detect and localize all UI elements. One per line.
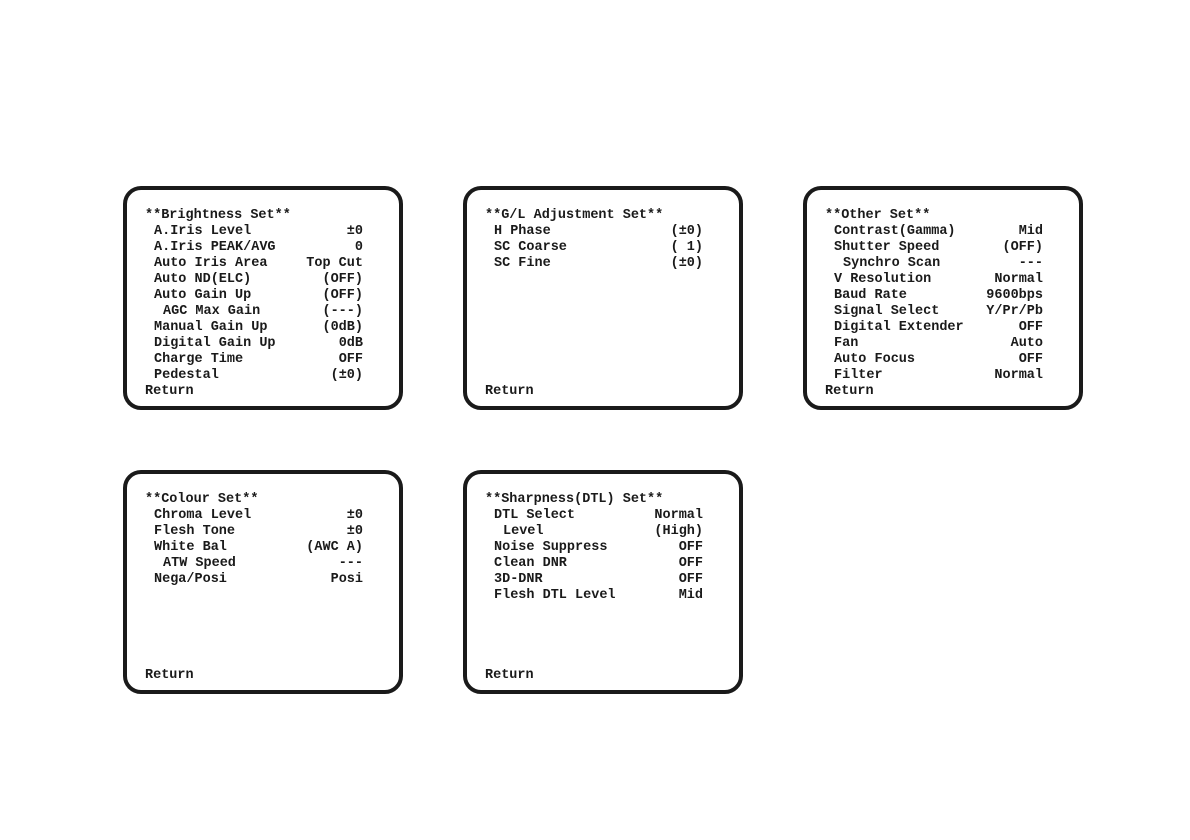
menu-item-auto-gain-up[interactable] [145,288,363,304]
item-label: Digital Extender [834,320,964,335]
return-item[interactable]: Return [485,668,534,683]
item-value: (AWC A) [306,540,363,555]
item-value: --- [1018,256,1043,271]
item-value: OFF [678,572,703,587]
item-value: OFF [678,540,703,555]
item-label: Fan [834,336,859,351]
menu-item-charge-time[interactable] [145,352,363,368]
menu-item-signal-select[interactable] [825,304,1043,320]
item-label: White Bal [154,540,227,555]
menu-item-digital-extender[interactable] [825,320,1043,336]
menu-item-flesh-dtl-level[interactable] [485,588,703,604]
item-value: ( 1) [670,240,703,255]
item-value: (0dB) [322,320,363,335]
item-label: Auto Focus [834,352,916,367]
item-value: (±0) [330,368,363,383]
item-label: SC Coarse [494,240,567,255]
menu-item-noise-suppress[interactable] [485,540,703,556]
item-value: Y/Pr/Pb [986,304,1043,319]
panel-title: **Other Set** [825,208,931,223]
menu-item-3d-dnr[interactable] [485,572,703,588]
item-label: A.Iris PEAK/AVG [154,240,276,255]
item-value: Normal [994,272,1043,287]
item-value: ±0 [346,508,363,523]
return-item[interactable]: Return [825,384,874,399]
item-label: Filter [834,368,883,383]
menu-item-flesh-tone[interactable] [145,524,363,540]
item-label: Auto Gain Up [154,288,252,303]
item-label: H Phase [494,224,551,239]
return-item[interactable]: Return [145,668,194,683]
menu-item-atw-speed[interactable] [145,556,363,572]
item-label: 3D-DNR [494,572,543,587]
item-label: Chroma Level [154,508,252,523]
panel-title: **Brightness Set** [145,208,291,223]
item-value: Normal [654,508,703,523]
item-value: ±0 [346,524,363,539]
gl-adjustment-set-panel [463,186,743,410]
menu-item-auto-iris-area[interactable] [145,256,363,272]
item-label: A.Iris Level [154,224,252,239]
item-value: Mid [678,588,703,603]
item-label: AGC Max Gain [163,304,261,319]
menu-item-white-bal[interactable] [145,540,363,556]
return-item[interactable]: Return [145,384,194,399]
item-label: DTL Select [494,508,576,523]
item-label: V Resolution [834,272,932,287]
panel-title: **Colour Set** [145,492,259,507]
menu-item-nega-posi[interactable] [145,572,363,588]
item-value: Auto [1010,336,1043,351]
item-label: ATW Speed [163,556,236,571]
item-value: Normal [994,368,1043,383]
colour-set-panel [123,470,403,694]
item-label: Clean DNR [494,556,567,571]
item-label: Synchro Scan [843,256,941,271]
item-value: OFF [338,352,363,367]
menu-item-fan[interactable] [825,336,1043,352]
panel-title: **G/L Adjustment Set** [485,208,664,223]
menu-item-clean-dnr[interactable] [485,556,703,572]
menu-item-agc-max-gain[interactable] [145,304,363,320]
menu-item-level[interactable] [485,524,703,540]
item-value: Posi [330,572,363,587]
item-label: Manual Gain Up [154,320,268,335]
other-set-panel [803,186,1083,410]
item-value: Mid [1018,224,1043,239]
sharpness-dtl-set-panel [463,470,743,694]
item-label: SC Fine [494,256,551,271]
item-value: ±0 [346,224,363,239]
item-label: Digital Gain Up [154,336,276,351]
item-value: OFF [1018,320,1043,335]
item-label: Level [503,524,544,539]
menu-item-digital-gain-up[interactable] [145,336,363,352]
menu-item-filter[interactable] [825,368,1043,384]
item-label: Charge Time [154,352,244,367]
item-value: --- [338,556,363,571]
item-label: Pedestal [154,368,219,383]
item-value: (±0) [670,256,703,271]
item-value: OFF [1018,352,1043,367]
item-value: 0 [354,240,363,255]
menu-item-auto-nd-elc[interactable] [145,272,363,288]
menu-item-contrast-gamma[interactable] [825,224,1043,240]
menu-item-sc-coarse[interactable] [485,240,703,256]
menu-item-synchro-scan[interactable] [825,256,1043,272]
menu-item-a-iris-peak-avg[interactable] [145,240,363,256]
item-label: Baud Rate [834,288,907,303]
item-label: Shutter Speed [834,240,940,255]
menu-item-auto-focus[interactable] [825,352,1043,368]
item-label: Auto Iris Area [154,256,268,271]
item-label: Noise Suppress [494,540,608,555]
menu-item-dtl-select[interactable] [485,508,703,524]
item-value: (OFF) [322,272,363,287]
menu-item-sc-fine[interactable] [485,256,703,272]
item-value: (High) [654,524,703,539]
menu-item-chroma-level[interactable] [145,508,363,524]
menu-item-baud-rate[interactable] [825,288,1043,304]
item-value: (±0) [670,224,703,239]
item-label: Signal Select [834,304,940,319]
item-value: 0dB [338,336,363,351]
menu-item-h-phase[interactable] [485,224,703,240]
item-value: (---) [322,304,363,319]
item-label: Nega/Posi [154,572,227,587]
item-label: Auto ND(ELC) [154,272,252,287]
item-value: (OFF) [1002,240,1043,255]
menu-item-pedestal[interactable] [145,368,363,384]
item-value: 9600bps [986,288,1043,303]
panel-title: **Sharpness(DTL) Set** [485,492,664,507]
brightness-set-panel [123,186,403,410]
item-value: Top Cut [306,256,363,271]
menu-item-manual-gain-up[interactable] [145,320,363,336]
return-item[interactable]: Return [485,384,534,399]
item-label: Flesh Tone [154,524,236,539]
item-value: (OFF) [322,288,363,303]
menu-item-v-resolution[interactable] [825,272,1043,288]
menu-item-a-iris-level[interactable] [145,224,363,240]
item-label: Contrast(Gamma) [834,224,956,239]
item-label: Flesh DTL Level [494,588,616,603]
item-value: OFF [678,556,703,571]
menu-item-shutter-speed[interactable] [825,240,1043,256]
